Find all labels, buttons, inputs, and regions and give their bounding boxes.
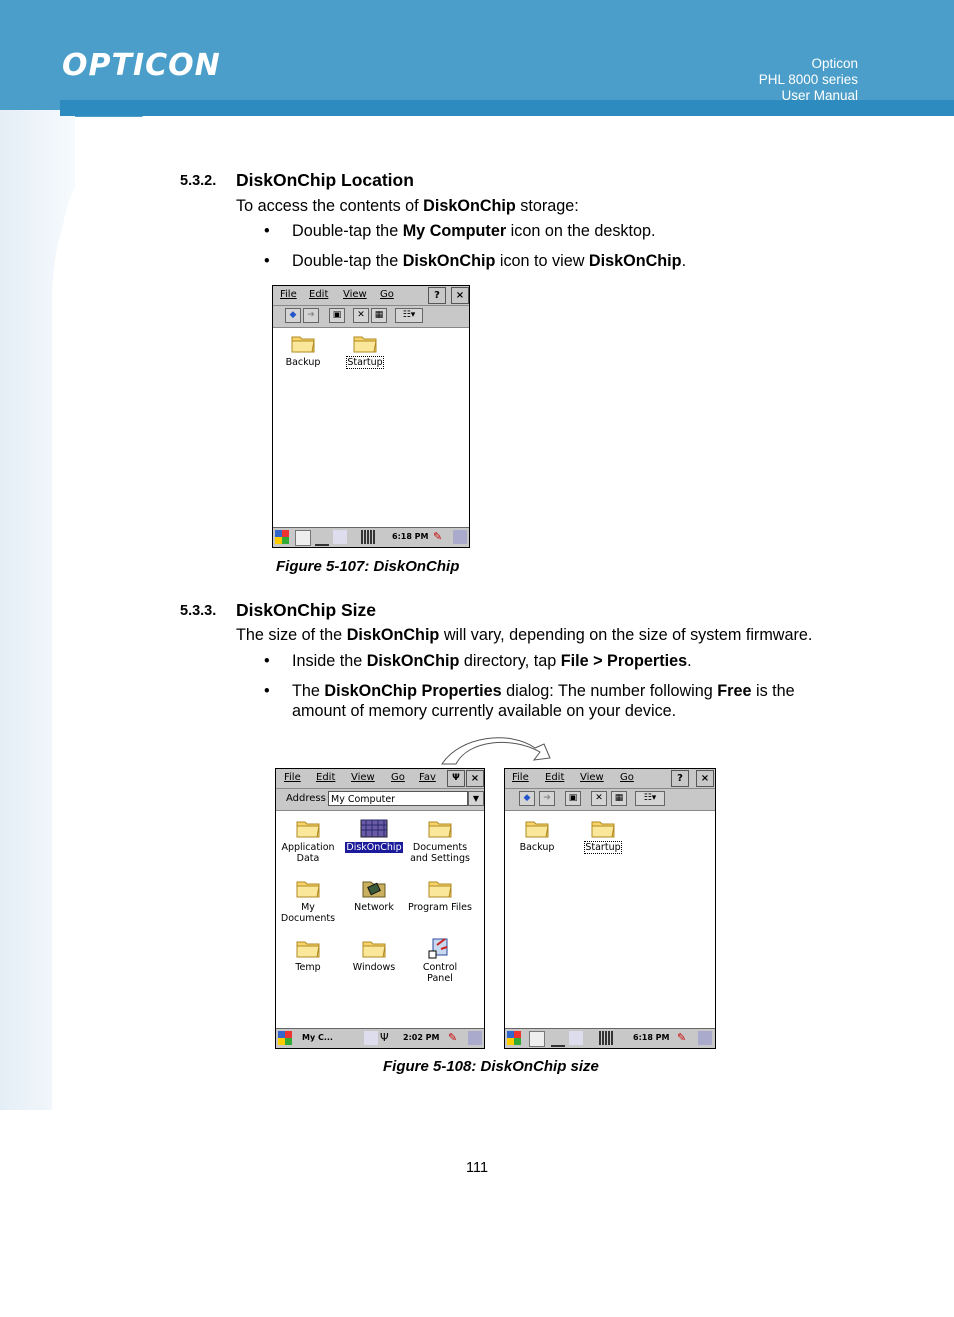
- menu-bar: [273, 286, 469, 306]
- diskonchip-item[interactable]: DiskOnChip: [342, 817, 406, 853]
- opticon-logo: [62, 47, 292, 81]
- section-number: 5.3.3.: [180, 603, 217, 619]
- page-number: 111: [465, 1160, 489, 1176]
- section2-intro: The size of the DiskOnChip will vary, depending on the size of system firmware.: [236, 626, 813, 644]
- section2-bullet-2: • The DiskOnChip Properties dialog: The number following Free is the amount of memory currently available on your device.: [264, 682, 795, 720]
- folder-documents-settings[interactable]: Documents and Settings: [408, 817, 472, 864]
- svg-text:OPTICON: OPTICON: [62, 48, 221, 81]
- battery-icon: [361, 530, 375, 544]
- up-folder-icon[interactable]: ▣: [329, 308, 345, 323]
- clock: 6:18 PM: [633, 1033, 670, 1042]
- back-icon[interactable]: ◆: [285, 308, 301, 323]
- close-button[interactable]: ×: [466, 770, 484, 787]
- folder-icon: [352, 332, 378, 354]
- keyboard-icon[interactable]: [698, 1031, 712, 1045]
- folder-program-files[interactable]: Program Files: [408, 877, 472, 913]
- back-icon[interactable]: ◆: [519, 791, 535, 806]
- section1-bullet-2: • Double-tap the DiskOnChip icon to view DiskOnChip.: [264, 252, 687, 270]
- delete-icon[interactable]: ✕: [353, 308, 369, 323]
- folder-temp[interactable]: Temp: [276, 937, 340, 973]
- inbox-icon[interactable]: [295, 530, 311, 546]
- toolbar: [273, 306, 469, 328]
- battery-icon: [599, 1031, 613, 1045]
- pen-icon[interactable]: ✎: [448, 1031, 458, 1044]
- folder-icon: [427, 817, 453, 839]
- toolbar: [505, 789, 715, 811]
- forward-icon[interactable]: ➔: [303, 308, 319, 323]
- menu-file[interactable]: File: [512, 772, 529, 783]
- folder-icon: [590, 817, 616, 839]
- menu-edit[interactable]: Edit: [309, 289, 329, 300]
- forward-icon[interactable]: ➔: [539, 791, 555, 806]
- inbox-icon[interactable]: [529, 1031, 545, 1047]
- folder-icon: [427, 877, 453, 899]
- folder-my-documents[interactable]: My Documents: [276, 877, 340, 924]
- start-icon[interactable]: [278, 1031, 292, 1045]
- network-item[interactable]: Network: [342, 877, 406, 913]
- taskbar: [273, 527, 469, 547]
- figure2-left-screen: [275, 768, 485, 1049]
- figure1-caption: Figure 5-107: DiskOnChip: [276, 558, 460, 575]
- taskbar: [505, 1028, 715, 1048]
- menu-go[interactable]: Go: [380, 289, 394, 300]
- address-dropdown-icon[interactable]: ▼: [468, 791, 484, 806]
- clock: 2:02 PM: [403, 1033, 440, 1042]
- folder-backup[interactable]: Backup: [505, 817, 569, 853]
- section-title: DiskOnChip Location: [236, 170, 414, 190]
- start-icon[interactable]: [507, 1031, 521, 1045]
- antenna-icon[interactable]: Ψ: [447, 770, 465, 787]
- figure2-right-screen: [504, 768, 716, 1049]
- pen-icon[interactable]: ✎: [433, 530, 443, 543]
- folder-startup[interactable]: Startup: [571, 817, 635, 853]
- folder-icon: [524, 817, 550, 839]
- menu-go[interactable]: Go: [391, 772, 405, 783]
- folder-icon: [295, 937, 321, 959]
- up-folder-icon[interactable]: ▣: [565, 791, 581, 806]
- address-input[interactable]: My Computer: [328, 791, 468, 806]
- folder-startup[interactable]: Startup: [333, 332, 397, 368]
- section-title: DiskOnChip Size: [236, 600, 377, 620]
- menu-bar: [276, 769, 484, 789]
- keyboard-icon[interactable]: [468, 1031, 482, 1045]
- delete-icon[interactable]: ✕: [591, 791, 607, 806]
- task-my-computer[interactable]: My C...: [302, 1033, 333, 1042]
- figure1-screen: [272, 285, 470, 548]
- control-panel-item[interactable]: Control Panel: [408, 937, 472, 984]
- network-icon: [364, 1031, 378, 1045]
- network-icon: [333, 530, 347, 544]
- menu-favorites[interactable]: Fav: [419, 772, 436, 783]
- help-button[interactable]: ?: [671, 770, 689, 787]
- close-button[interactable]: ×: [696, 770, 714, 787]
- section1-bullet-1: • Double-tap the My Computer icon on the desktop.: [264, 222, 656, 240]
- folder-icon: [361, 937, 387, 959]
- document-type: User Manual: [781, 88, 858, 103]
- folder-icon: [295, 877, 321, 899]
- diskonchip-icon: [360, 817, 388, 839]
- view-menu-icon[interactable]: ☷▾: [395, 308, 423, 323]
- menu-file[interactable]: File: [280, 289, 297, 300]
- header-info: [759, 56, 858, 104]
- signal-icon: [551, 1031, 565, 1047]
- taskbar: [276, 1028, 484, 1048]
- help-button[interactable]: ?: [428, 287, 446, 304]
- keyboard-icon[interactable]: [453, 530, 467, 544]
- menu-edit[interactable]: Edit: [545, 772, 565, 783]
- menu-file[interactable]: File: [284, 772, 301, 783]
- pen-icon[interactable]: ✎: [677, 1031, 687, 1044]
- folder-backup[interactable]: Backup: [271, 332, 335, 368]
- company-name: Opticon: [811, 56, 858, 71]
- menu-view[interactable]: View: [343, 289, 367, 300]
- address-label: Address: [286, 793, 326, 804]
- menu-bar: [505, 769, 715, 789]
- product-series: PHL 8000 series: [758, 72, 858, 87]
- section1-intro: To access the contents of DiskOnChip storage:: [236, 197, 579, 215]
- start-icon[interactable]: [275, 530, 289, 544]
- address-bar: [276, 789, 484, 811]
- menu-go[interactable]: Go: [620, 772, 634, 783]
- control-panel-icon: [427, 937, 453, 959]
- menu-edit[interactable]: Edit: [316, 772, 336, 783]
- folder-windows[interactable]: Windows: [342, 937, 406, 973]
- close-button[interactable]: ×: [451, 287, 469, 304]
- folder-application-data[interactable]: Application Data: [276, 817, 340, 864]
- section-number: 5.3.2.: [180, 173, 217, 189]
- folder-icon: [295, 817, 321, 839]
- menu-view[interactable]: View: [351, 772, 375, 783]
- network-icon: [569, 1031, 583, 1045]
- clock: 6:18 PM: [392, 532, 429, 541]
- signal-icon: [315, 530, 329, 546]
- curved-arrow-icon: [440, 732, 555, 766]
- section2-bullet-1: • Inside the DiskOnChip directory, tap File > Properties.: [264, 652, 692, 670]
- network-folder-icon: [361, 877, 387, 899]
- folder-icon: [290, 332, 316, 354]
- properties-icon[interactable]: ▦: [371, 308, 387, 323]
- menu-view[interactable]: View: [580, 772, 604, 783]
- properties-icon[interactable]: ▦: [611, 791, 627, 806]
- antenna-icon: Ψ: [380, 1031, 389, 1044]
- view-menu-icon[interactable]: ☷▾: [635, 791, 665, 806]
- figure2-caption: Figure 5-108: DiskOnChip size: [383, 1058, 599, 1075]
